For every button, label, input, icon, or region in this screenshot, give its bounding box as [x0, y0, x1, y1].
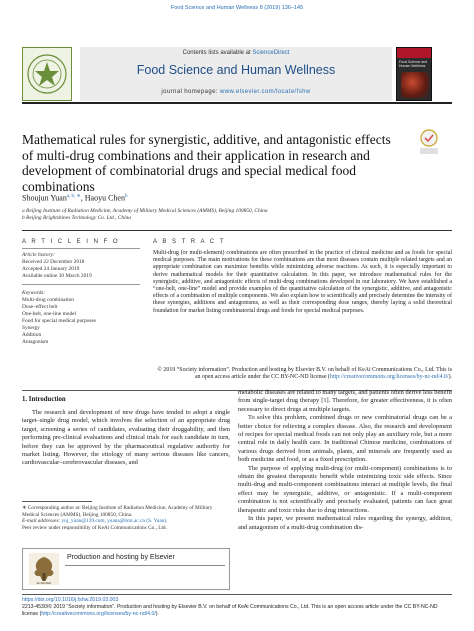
sciencedirect-link[interactable]: ScienceDirect	[252, 50, 290, 56]
homepage-link[interactable]: www.elsevier.com/locate/fshw	[220, 89, 311, 95]
history-heading: Article history:	[22, 252, 55, 258]
email-label: E-mail addresses:	[22, 518, 61, 525]
author-1-sup[interactable]: a, b, ∗	[66, 194, 81, 199]
footnote	[22, 505, 230, 531]
history-received: Received 22 December 2018	[22, 259, 85, 265]
elsevier-hosting-text: Production and hosting by Elsevier	[67, 554, 175, 561]
article-title: Mathematical rules for synergistic, additive, and antagonistic effects of multi-drug combinations and their application in research and development of combinatorial drugs and special medical food combinations	[22, 132, 391, 194]
license-link[interactable]: http://creativecommons.org/licenses/by-nc-nd/4.0/	[329, 374, 449, 381]
author-2[interactable]: , Haoyu Chen	[80, 193, 125, 203]
copyright-end: ).	[448, 374, 452, 381]
history-accepted: Accepted 24 January 2019	[22, 266, 80, 272]
footer-license-link[interactable]: http://creativecommons.org/licenses/by-nc-nd/4.0/	[41, 610, 156, 617]
journal-cover-image[interactable]	[396, 47, 432, 101]
kexue-chuban-logo-icon	[22, 47, 72, 101]
keyword: One-belt, one-line model	[22, 311, 77, 317]
journal-reference[interactable]: Food Science and Human Wellness 8 (2019) 136–145	[170, 5, 304, 11]
homepage-prefix: journal homepage:	[161, 89, 220, 95]
masthead	[22, 47, 452, 105]
intro-paragraph-2: To solve this problem, combined drugs or new combinatorial drugs can be a better choice for relieving a complex disease. Also, the research and development of recipes for special medical foods can not only play an auxiliary role, but a more central role in daily health care. In traditional Chinese medicine, combinations of various drugs derived from animals, plants, and minerals are frequently used as both medicine and food, or as a fixed prescription.	[238, 414, 452, 464]
article-info-divider	[22, 248, 140, 249]
masthead-rule	[22, 102, 452, 104]
cover-band	[397, 48, 431, 58]
copyright-text: © 2019 “Society information”. Production and hosting by Elsevier B.V. on behalf of KeAi Communications Co., Ltd. This is an open access article under the CC BY-NC-ND license (	[157, 367, 452, 381]
section-heading-introduction: 1. Introduction	[22, 396, 66, 403]
check-for-updates-icon[interactable]	[418, 128, 440, 156]
keyword: Food for special medical purposes	[22, 318, 96, 324]
intro-paragraph-continued	[238, 389, 452, 414]
journal-title: Food Science and Human Wellness	[136, 63, 336, 77]
affiliation-b: b Beijing Brightshines Technology Co. Ltd., China	[22, 215, 131, 221]
contents-line	[80, 50, 392, 56]
affiliation-a: a Beijing Institute of Radiation Medicine, Academy of Military Medical Sciences (AMMS), Beijing 100850, China	[22, 208, 268, 214]
intro-paragraph-3: The purpose of applying multi-drug (or multi-component) combinations is to obtain the greatest therapeutic benefit while minimizing toxic side effects. Since multi-drug and multi-component combinations interact at multiple levels, the final effect may be synergistic, additive, or antagonistic. If a multi-component combination is not scientifically and precisely evaluated, patients can face great therapeutic and toxic risks due to drug interactions.	[238, 464, 452, 514]
keyword: Multi-drug combination	[22, 297, 74, 303]
cover-title: Food Science and Human Wellness	[399, 60, 428, 69]
elsevier-box-rule	[65, 565, 225, 566]
email-line	[22, 518, 230, 525]
issn-text: 2213-4530/© 2019 “Society information”. Production and hosting by Elsevier B.V. on behalf of KeAi Communications Co., Ltd. This is an open access article under the CC BY-NC-ND license (	[22, 604, 438, 617]
history-online: Available online 30 March 2019	[22, 273, 92, 279]
elsevier-tree-icon	[29, 553, 59, 585]
abstract-label: A B S T R A C T	[153, 239, 226, 245]
authors-line	[22, 193, 127, 203]
keywords-heading: Keywords:	[22, 290, 46, 296]
email-links[interactable]: yuj_yuan@139.com, yuans@bmi.ac.cn (S. Yuan).	[60, 518, 168, 525]
contents-prefix: Contents lists available at	[182, 50, 253, 56]
article-history	[22, 252, 140, 280]
body-right-column	[238, 389, 452, 532]
footer-rule	[22, 594, 452, 595]
author-2-sup[interactable]: b	[124, 194, 128, 199]
issn-line	[22, 604, 452, 617]
footnote-rule	[22, 501, 92, 502]
keyword: Antagonism	[22, 339, 49, 345]
corresponding-author-note: ∗ Corresponding author at: Beijing Institute of Radiation Medicine, Academy of Military Medical Sciences (AMMS), Beijing 100850, China.	[22, 505, 213, 518]
title-rule	[22, 230, 452, 231]
author-1[interactable]: Shoujun Yuan	[22, 193, 67, 203]
article-info-label: A R T I C L E I N F O	[22, 239, 120, 245]
peer-review-note: Peer review under responsibility of KeAi Communications Co., Ltd.	[22, 524, 167, 531]
keywords-block	[22, 290, 140, 346]
cover-art	[401, 72, 429, 98]
masthead-center	[80, 47, 392, 101]
abstract-text: Multi-drug (or multi-element) combinations are often prescribed in the practice of clinical medicine and as foods for special medical purposes. The main motivations for these combinations are that most diseases contain multiple related targets and an appropriate combination can maximize benefits while minimizing adverse reactions. As such, it is especially important to derive mathematical models for their quantitative calculation. In this paper, we introduce mathematical rules for the synergistic, additive, and antagonistic effects of multi-drug combinations developed in our laboratory. We have established a “one-belt, one-line” model and provide examples of the quantitative calculation of the synergistic, additive, and antagonistic effects of a combination of multiple components. We also explain how to scientifically and precisely determine the intensity of these synergies, additions and antagonisms, as well as their corresponding dose ranges, thereby laying a solid theoretical foundation for market listing combinatorial drugs and foods for special medical purposes.	[153, 250, 452, 314]
elsevier-box	[22, 548, 230, 590]
abstract-copyright	[153, 367, 452, 381]
keyword: Addition	[22, 332, 42, 338]
keyword: Dose–effect belt	[22, 304, 58, 310]
keywords-divider	[22, 284, 140, 285]
intro-paragraph-continued-text: metabolic diseases are related to many targets, and patients often derive less benefit from single-target drug therapy [1]. Therefore, for greater effectiveness, it is often necessary to direct drugs at multiple targets.	[238, 389, 452, 413]
body-left-column	[22, 409, 230, 468]
intro-paragraph-4: In this paper, we present mathematical rules regarding the synergy, addition, and antagonism of a multi-drug combination dis-	[238, 515, 452, 531]
intro-paragraph-1: The research and development of new drugs have tended to adopt a single target–single drug model, which involves the selection of an appropriate drug target, screening a series of candidates, evaluating their druggability, and then performing pre-clinical evaluations and clinical trials for each candidate in turn, before they can be approved by the pharmaceutical regulative authority for market listing. However, the etiology of many serious diseases like cancers, cardiovascular–cerebrovascular diseases, and	[22, 409, 230, 467]
issn-end: ).	[155, 610, 159, 617]
journal-homepage	[80, 89, 392, 95]
elsevier-logo-wordmark: ELSEVIER	[36, 581, 52, 585]
keyword: Synergy	[22, 325, 40, 331]
doi-link[interactable]: https://doi.org/10.1016/j.fshw.2019.03.003	[22, 597, 119, 603]
